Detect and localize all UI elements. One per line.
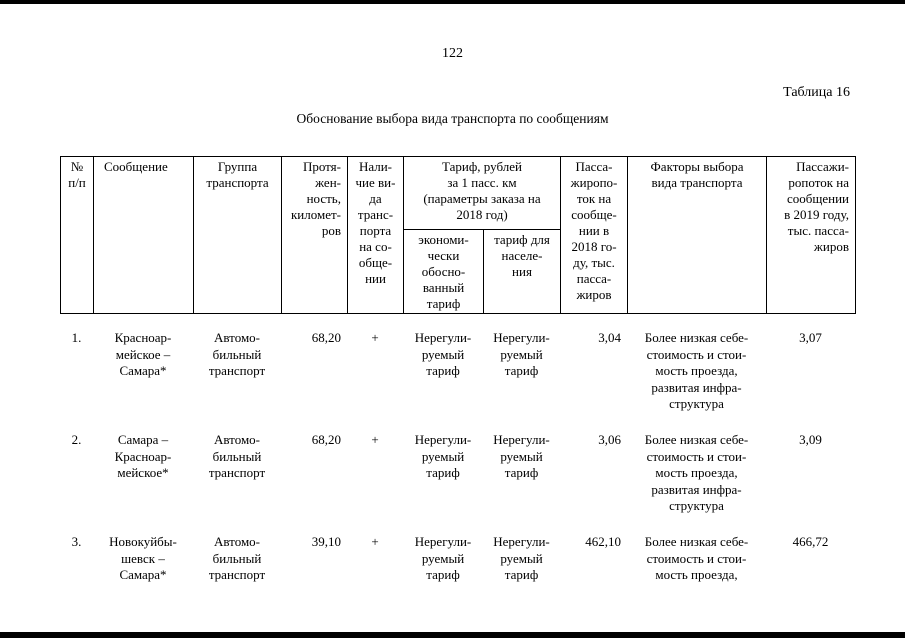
route-cell: Красноар- мейское – Самара* — [114, 330, 172, 378]
header-flow-2019: Пассажи- ропоток на сообщении в 2019 году, тыс. пасса- жиров — [767, 157, 856, 314]
tariff-economic-cell: Нерегули- руемый тариф — [414, 534, 472, 582]
header-num: № п/п — [61, 157, 94, 314]
flow-2018-cell: 3,06 — [598, 432, 621, 447]
header-factors: Факторы выбора вида транспорта — [628, 157, 767, 314]
header-tariff: Тариф, рублей за 1 пасс. км (параметры заказа на 2018 год) — [404, 157, 561, 230]
table-body — [60, 330, 855, 636]
table-row — [60, 534, 855, 636]
row-number: 2. — [71, 432, 82, 447]
table-row — [60, 432, 855, 534]
tariff-economic-cell: Нерегули- руемый тариф — [414, 330, 472, 378]
header-availability: Нали- чие ви- да транс- порта на со- обще- нии — [348, 157, 404, 314]
table-caption: Таблица 16 — [783, 85, 850, 100]
header-tariff-population: тариф для населе- ния — [484, 229, 561, 313]
availability-cell: + — [371, 432, 379, 447]
header-length: Протя- жен- ность, километ- ров — [282, 157, 348, 314]
length-cell: 39,10 — [311, 534, 341, 549]
flow-2019-cell: 466,72 — [792, 534, 829, 549]
tariff-population-cell: Нерегули- руемый тариф — [493, 534, 550, 582]
tariff-economic-cell: Нерегули- руемый тариф — [414, 432, 472, 480]
group-cell: Автомо- бильный транспорт — [208, 330, 266, 378]
route-cell: Самара – Красноар- мейское* — [114, 432, 172, 480]
scan-top-border — [0, 0, 905, 4]
flow-2019-cell: 3,09 — [799, 432, 822, 447]
length-cell: 68,20 — [311, 432, 341, 447]
row-number: 3. — [71, 534, 82, 549]
factors-cell: Более низкая себе- стоимость и стои- мость проезда, развитая инфра- структура — [644, 330, 749, 411]
document-title: Обоснование выбора вида транспорта по сообщениям — [296, 111, 609, 126]
header-group: Группа транспорта — [194, 157, 282, 314]
group-cell: Автомо- бильный транспорт — [208, 432, 266, 480]
table-row — [60, 330, 855, 432]
table-header — [60, 156, 856, 314]
header-flow-2018: Пасса- жиропо- ток на сообще- нии в 2018 го- ду, тыс. пасса- жиров — [561, 157, 628, 314]
tariff-population-cell: Нерегули- руемый тариф — [493, 432, 550, 480]
availability-cell: + — [371, 330, 379, 345]
header-route: Сообщение — [94, 157, 194, 314]
factors-cell: Более низкая себе- стоимость и стои- мость проезда, — [644, 534, 749, 582]
availability-cell: + — [371, 534, 379, 549]
flow-2018-cell: 462,10 — [585, 534, 621, 549]
page-number: 122 — [442, 46, 463, 61]
route-cell: Новокуйбы- шевск – Самара* — [109, 534, 177, 582]
scan-bottom-border — [0, 632, 905, 638]
flow-2018-cell: 3,04 — [598, 330, 621, 345]
flow-2019-cell: 3,07 — [799, 330, 822, 345]
header-tariff-economic: экономи- чески обосно- ванный тариф — [404, 229, 484, 313]
length-cell: 68,20 — [311, 330, 341, 345]
tariff-population-cell: Нерегули- руемый тариф — [493, 330, 550, 378]
row-number: 1. — [71, 330, 82, 345]
factors-cell: Более низкая себе- стоимость и стои- мость проезда, развитая инфра- структура — [644, 432, 749, 513]
group-cell: Автомо- бильный транспорт — [208, 534, 266, 582]
